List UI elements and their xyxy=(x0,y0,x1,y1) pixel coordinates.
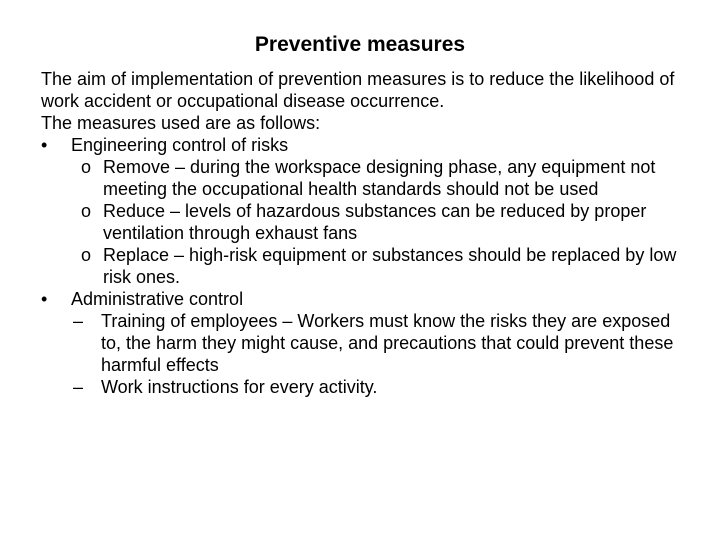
sub-bullet-marker: o xyxy=(81,245,92,265)
slide-body xyxy=(41,68,691,398)
list-item xyxy=(41,156,691,200)
list-item-text: Work instructions for every activity. xyxy=(101,377,378,397)
slide-title: Preventive measures xyxy=(254,33,466,56)
list-item-text: Reduce – levels of hazardous substances can be reduced by proper ventilation through exhaust fans xyxy=(103,201,647,243)
sub-bullet-marker: o xyxy=(81,157,92,177)
dash-marker: – xyxy=(73,377,84,397)
sub-bullet-marker: o xyxy=(81,201,92,221)
section-administrative xyxy=(41,288,691,310)
bullet-marker: • xyxy=(41,289,48,309)
list-item xyxy=(41,310,691,376)
list-item xyxy=(41,200,691,244)
intro-paragraph: The aim of implementation of prevention measures is to reduce the likelihood of work accident or occupational disease occurrence. xyxy=(41,69,675,111)
list-item xyxy=(41,244,691,288)
section-engineering xyxy=(41,134,691,156)
lead-paragraph: The measures used are as follows: xyxy=(41,113,321,133)
list-item-text: Training of employees – Workers must know the risks they are exposed to, the harm they might cause, and precautions that could prevent these harmful effects xyxy=(101,311,674,375)
list-item-text: Remove – during the workspace designing phase, any equipment not meeting the occupational health standards should not be used xyxy=(103,157,656,199)
section-heading: Administrative control xyxy=(71,289,244,309)
section-heading: Engineering control of risks xyxy=(71,135,289,155)
bullet-marker: • xyxy=(41,135,48,155)
dash-marker: – xyxy=(73,311,84,331)
list-item xyxy=(41,376,691,398)
list-item-text: Replace – high-risk equipment or substances should be replaced by low risk ones. xyxy=(103,245,677,287)
